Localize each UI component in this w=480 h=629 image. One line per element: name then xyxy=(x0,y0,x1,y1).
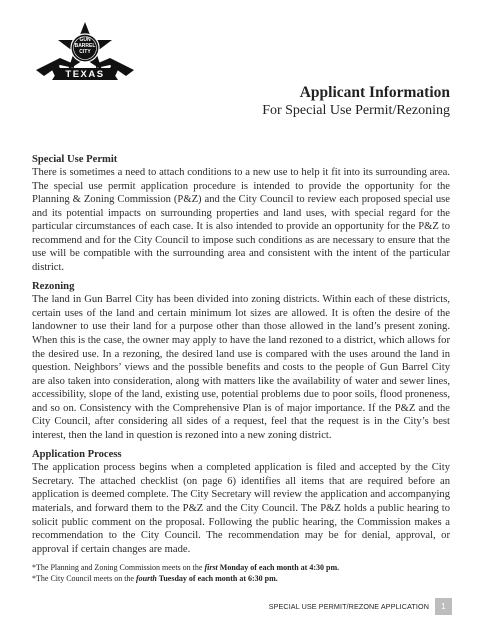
footer-label: SPECIAL USE PERMIT/REZONE APPLICATION xyxy=(268,602,429,611)
page-footer xyxy=(269,598,452,615)
logo-text-barrel: BARREL xyxy=(74,43,96,49)
page-subtitle: For Special Use Permit/Rezoning xyxy=(262,103,450,118)
note-pz-meeting xyxy=(32,562,450,573)
meeting-notes xyxy=(32,562,450,584)
page-number-badge: 1 xyxy=(435,598,452,615)
section-paragraph: The land in Gun Barrel City has been divided into zoning districts. Within each of these districts, certain uses of the land and certain minimum lot sizes are allowed. It is often the desire of the landowner to use their land for a purpose other than those allowed in the land’s present zoning. When this is the case, the owner may apply to have the land rezoned to a district, which allows for the desired use. In a rezoning, the desired land use is compared with the uses around the land in question. Neighbors’ views and the possible benefits and costs to the people of Gun Barrel City are also taken into consideration, along with matters like the availability of water and sewer lines, accessibility, slope of the land, existing use, potential problems due to poor soils, flood proneness, and so on. Consistency with the Comprehensive Plan is of major importance. If the P&Z and the City Council, after considering all sides of a request, feel that the request is in the City’s best interest, then the land in question is rezoned into a new zoning district. xyxy=(32,294,450,441)
section-heading: Rezoning xyxy=(32,281,75,293)
note-emphasis: fourth xyxy=(135,574,157,584)
logo-text-city: CITY xyxy=(79,49,91,55)
note-council-meeting xyxy=(32,573,450,584)
note-text: *The City Council meets on the xyxy=(32,574,136,584)
section-heading: Application Process xyxy=(32,449,122,461)
logo-text-gun: GUN xyxy=(79,37,91,43)
section-rezoning xyxy=(32,280,450,442)
body-content xyxy=(32,153,450,584)
section-paragraph: The application process begins when a completed application is filed and accepted by the City Secretary. The attached checklist (on page 6) identifies all items that are required before an application is deemed complete. The City Secretary will review the application and accompanying materials, and forward them to the P&Z and the City Council. The P&Z holds a public hearing to solicit public comment on the proposal. Following the public hearing, the Commission makes a recommendation to the City Council. The recommendation may be for denial, approval, or approval if certain changes are made. xyxy=(32,462,450,555)
logo-text-texas: TEXAS xyxy=(65,69,105,80)
note-text: *The Planning and Zoning Commission meets on the xyxy=(32,563,205,573)
section-heading: Special Use Permit xyxy=(32,154,118,165)
page-title: Applicant Information xyxy=(299,84,450,101)
note-text-bold: Tuesday of each month at 6:30 pm. xyxy=(156,574,278,584)
section-paragraph: There is sometimes a need to attach conditions to a new use to help it fit into its surrounding area. The special use permit application procedure is intended to provide the opportunity for the Planning & Zoning Commission (P&Z) and the City Council to review each proposed special use and its potential impacts on surrounding properties and land uses, with special regard for the particular circumstances of each case. It is also intended to provide an opportunity for the P&Z to recommend and for the City Council to impose such conditions as are necessary to ensure that the use will be compatible with the surrounding area and consistent with the intent of the particular district. xyxy=(32,167,450,273)
gun-barrel-city-logo xyxy=(30,18,140,88)
title-block xyxy=(262,84,450,119)
section-application-process xyxy=(32,448,450,556)
section-special-use-permit xyxy=(32,153,450,274)
note-text-bold: Monday of each month at 4:30 pm. xyxy=(217,563,340,573)
note-emphasis: first xyxy=(204,563,218,573)
